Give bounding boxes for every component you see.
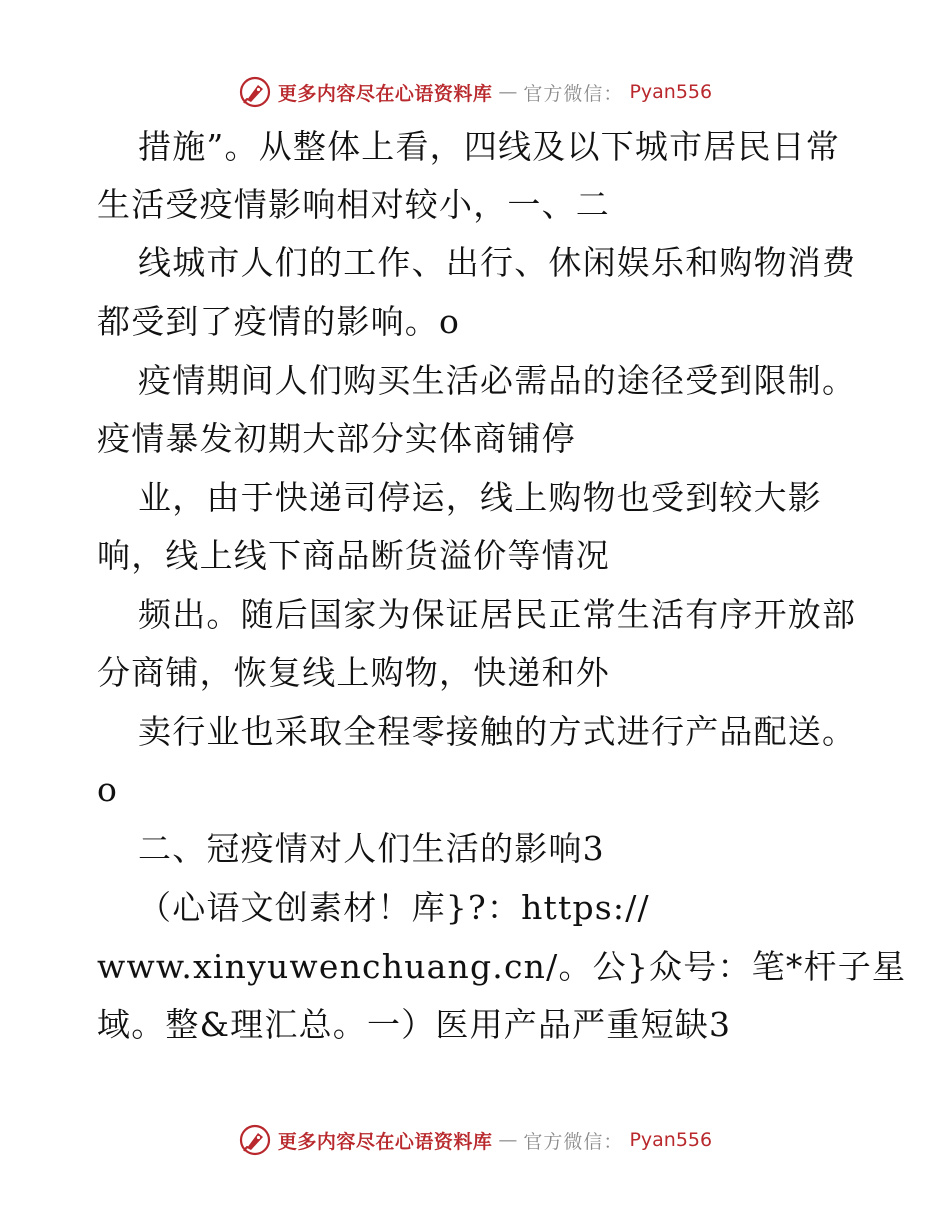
footer-watermark (0, 1120, 950, 1160)
text-line: 业，由于快递司停运，线上购物也受到较大影 (138, 478, 822, 517)
text-line: 疫情期间人们购买生活必需品的途径受到限制。 (138, 361, 857, 400)
watermark-wechat-id: Pyan556 (629, 81, 713, 103)
text-line: 频出。随后国家为保证居民正常生活有序开放部 (138, 595, 857, 634)
text-line: o (97, 770, 119, 809)
watermark-label: 官方微信： (523, 1130, 624, 1153)
pen-nib-logo-icon (238, 1123, 272, 1157)
text-line: 线城市人们的工作、出行、休闲娱乐和购物消费 (138, 243, 857, 282)
text-line: 域。整&理汇总。一）医用产品严重短缺3 (97, 1005, 732, 1044)
pen-nib-logo-icon (238, 75, 272, 109)
text-line: 疫情暴发初期大部分实体商铺停 (97, 419, 576, 458)
text-line: www.xinyuwenchuang.cn/。公}众号：笔*杆子星 (97, 947, 907, 986)
watermark-label: 官方微信： (523, 82, 624, 105)
text-line: 都受到了疫情的影响。o (97, 302, 461, 341)
text-line: 卖行业也采取全程零接触的方式进行产品配送。 (138, 712, 857, 751)
watermark-dash: — (498, 1129, 518, 1151)
watermark-brand: 更多内容尽在心语资料库 (277, 1130, 493, 1153)
text-line: 生活受疫情影响相对较小，一、二 (97, 185, 610, 224)
watermark-brand: 更多内容尽在心语资料库 (277, 82, 493, 105)
text-line: 响，线上线下商品断货溢价等情况 (97, 536, 610, 575)
text-line: 分商铺，恢复线上购物，快递和外 (97, 653, 610, 692)
header-watermark (0, 72, 950, 112)
text-line: 措施”。从整体上看，四线及以下城市居民日常 (138, 127, 841, 166)
watermark-dash: — (498, 81, 518, 103)
watermark-wechat-id: Pyan556 (629, 1129, 713, 1151)
section-heading: 二、冠疫情对人们生活的影响3 (138, 829, 605, 868)
text-line: （心语文创素材！库}?：https:// (138, 888, 650, 927)
